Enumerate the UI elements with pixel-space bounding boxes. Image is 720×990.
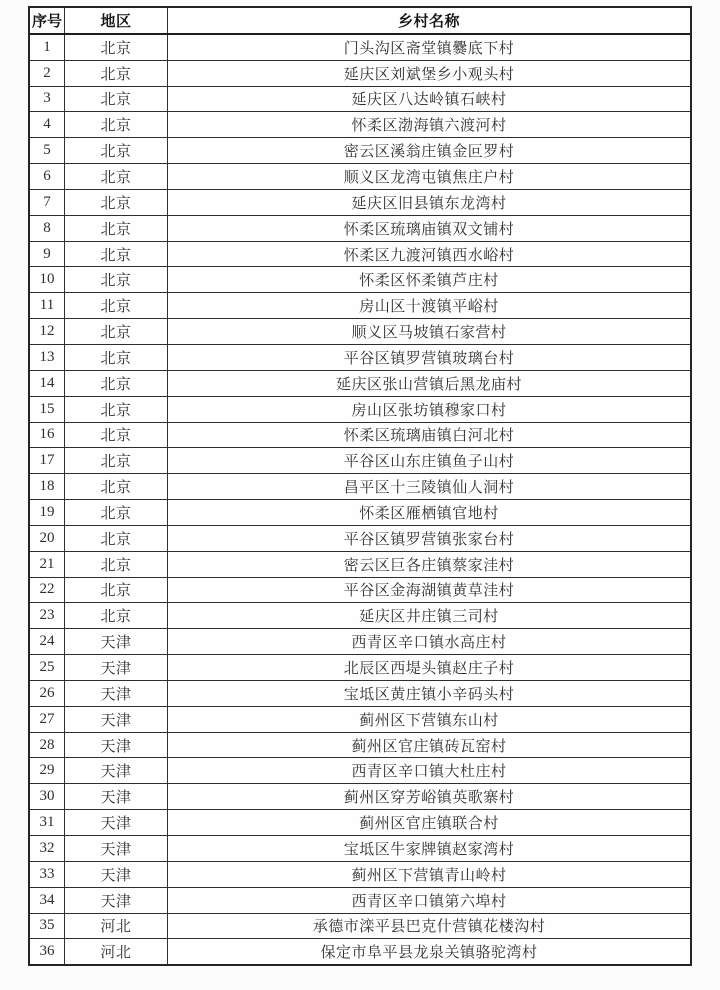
cell-no: 17 bbox=[30, 448, 65, 473]
table-row bbox=[30, 629, 690, 655]
cell-village: 西青区辛口镇第六埠村 bbox=[351, 893, 507, 910]
cell-village: 延庆区八达岭镇石峡村 bbox=[351, 92, 507, 109]
table-row bbox=[30, 862, 690, 888]
cell-region: 天津 bbox=[65, 888, 168, 913]
cell-village: 延庆区张山营镇后黑龙庙村 bbox=[335, 376, 522, 393]
cell-region: 北京 bbox=[65, 474, 168, 499]
cell-village: 蓟州区下营镇青山岭村 bbox=[351, 867, 507, 884]
table-row bbox=[30, 190, 690, 216]
cell-village: 蓟州区下营镇东山村 bbox=[359, 712, 499, 729]
table-row bbox=[30, 242, 690, 268]
cell-no: 5 bbox=[30, 138, 65, 163]
cell-no: 22 bbox=[30, 578, 65, 603]
cell-region: 天津 bbox=[65, 810, 168, 835]
cell-region: 北京 bbox=[65, 397, 168, 422]
table-row bbox=[30, 603, 690, 629]
table-row bbox=[30, 888, 690, 914]
header-village: 乡村名称 bbox=[397, 13, 460, 30]
cell-region: 北京 bbox=[65, 603, 168, 628]
cell-village: 延庆区井庄镇三司村 bbox=[359, 609, 499, 626]
cell-no: 9 bbox=[30, 242, 65, 267]
cell-no: 32 bbox=[30, 836, 65, 861]
cell-no: 36 bbox=[30, 939, 65, 964]
table-row bbox=[30, 500, 690, 526]
table-row bbox=[30, 784, 690, 810]
cell-no: 24 bbox=[30, 629, 65, 654]
cell-village: 西青区辛口镇水高庄村 bbox=[351, 635, 507, 652]
cell-no: 10 bbox=[30, 267, 65, 292]
table-row bbox=[30, 61, 690, 87]
cell-region: 北京 bbox=[65, 319, 168, 344]
cell-no: 3 bbox=[30, 87, 65, 112]
cell-region: 河北 bbox=[65, 914, 168, 939]
cell-village: 密云区溪翁庄镇金叵罗村 bbox=[343, 144, 515, 161]
table-row bbox=[30, 526, 690, 552]
cell-village: 平谷区金海湖镇黄草洼村 bbox=[343, 583, 515, 600]
cell-region: 北京 bbox=[65, 35, 168, 60]
cell-village: 门头沟区斋堂镇爨底下村 bbox=[343, 40, 515, 57]
cell-region: 北京 bbox=[65, 242, 168, 267]
table-row bbox=[30, 112, 690, 138]
cell-no: 12 bbox=[30, 319, 65, 344]
table-row bbox=[30, 267, 690, 293]
cell-region: 天津 bbox=[65, 733, 168, 758]
cell-region: 北京 bbox=[65, 500, 168, 525]
cell-region: 北京 bbox=[65, 371, 168, 396]
cell-no: 21 bbox=[30, 552, 65, 577]
cell-region: 天津 bbox=[65, 707, 168, 732]
cell-village: 延庆区刘斌堡乡小观头村 bbox=[343, 66, 515, 83]
cell-village: 平谷区山东庄镇鱼子山村 bbox=[343, 454, 515, 471]
table-row bbox=[30, 914, 690, 940]
cell-no: 20 bbox=[30, 526, 65, 551]
cell-village: 怀柔区琉璃庙镇双文铺村 bbox=[343, 221, 515, 238]
cell-region: 北京 bbox=[65, 526, 168, 551]
cell-no: 11 bbox=[30, 293, 65, 318]
table-row bbox=[30, 448, 690, 474]
cell-village: 怀柔区雁栖镇官地村 bbox=[359, 505, 499, 522]
cell-no: 15 bbox=[30, 397, 65, 422]
table-row bbox=[30, 397, 690, 423]
cell-village: 宝坻区牛家牌镇赵家湾村 bbox=[343, 841, 515, 858]
cell-village: 蓟州区官庄镇砖瓦窑村 bbox=[351, 738, 507, 755]
cell-region: 天津 bbox=[65, 784, 168, 809]
cell-region: 北京 bbox=[65, 293, 168, 318]
cell-village: 房山区十渡镇平峪村 bbox=[359, 299, 499, 316]
cell-village: 怀柔区琉璃庙镇白河北村 bbox=[343, 428, 515, 445]
cell-village: 平谷区镇罗营镇张家台村 bbox=[343, 531, 515, 548]
table-row bbox=[30, 939, 690, 964]
table-row bbox=[30, 733, 690, 759]
cell-no: 26 bbox=[30, 681, 65, 706]
cell-village: 蓟州区穿芳峪镇英歌寨村 bbox=[343, 790, 515, 807]
cell-village: 怀柔区九渡河镇西水峪村 bbox=[343, 247, 515, 264]
table-row bbox=[30, 138, 690, 164]
table-row bbox=[30, 164, 690, 190]
cell-region: 北京 bbox=[65, 87, 168, 112]
cell-region: 天津 bbox=[65, 758, 168, 783]
cell-no: 7 bbox=[30, 190, 65, 215]
cell-no: 18 bbox=[30, 474, 65, 499]
table-row bbox=[30, 474, 690, 500]
table-row bbox=[30, 758, 690, 784]
table-row bbox=[30, 655, 690, 681]
cell-village: 房山区张坊镇穆家口村 bbox=[351, 402, 507, 419]
cell-village: 宝坻区黄庄镇小辛码头村 bbox=[343, 686, 515, 703]
cell-region: 北京 bbox=[65, 423, 168, 448]
table-row bbox=[30, 810, 690, 836]
cell-no: 14 bbox=[30, 371, 65, 396]
table-row bbox=[30, 371, 690, 397]
cell-village: 平谷区镇罗营镇玻璃台村 bbox=[343, 350, 515, 367]
village-table bbox=[28, 6, 692, 966]
cell-region: 北京 bbox=[65, 448, 168, 473]
cell-region: 北京 bbox=[65, 138, 168, 163]
cell-region: 河北 bbox=[65, 939, 168, 964]
cell-region: 北京 bbox=[65, 578, 168, 603]
cell-region: 天津 bbox=[65, 862, 168, 887]
cell-region: 天津 bbox=[65, 655, 168, 680]
cell-no: 28 bbox=[30, 733, 65, 758]
cell-village: 顺义区马坡镇石家营村 bbox=[351, 325, 507, 342]
cell-village: 密云区巨各庄镇蔡家洼村 bbox=[343, 557, 515, 574]
table-row bbox=[30, 216, 690, 242]
cell-no: 2 bbox=[30, 61, 65, 86]
cell-village: 保定市阜平县龙泉关镇骆驼湾村 bbox=[320, 945, 538, 962]
cell-region: 北京 bbox=[65, 112, 168, 137]
cell-village: 延庆区旧县镇东龙湾村 bbox=[351, 195, 507, 212]
cell-village: 承德市滦平县巴克什营镇花楼沟村 bbox=[312, 919, 546, 936]
cell-region: 天津 bbox=[65, 836, 168, 861]
cell-no: 8 bbox=[30, 216, 65, 241]
table-row bbox=[30, 423, 690, 449]
cell-region: 天津 bbox=[65, 681, 168, 706]
table-row bbox=[30, 293, 690, 319]
table-row bbox=[30, 319, 690, 345]
header-region: 地区 bbox=[65, 8, 168, 33]
cell-village: 怀柔区怀柔镇芦庄村 bbox=[359, 273, 499, 290]
cell-region: 北京 bbox=[65, 345, 168, 370]
cell-village: 昌平区十三陵镇仙人洞村 bbox=[343, 480, 515, 497]
cell-village: 怀柔区渤海镇六渡河村 bbox=[351, 118, 507, 135]
cell-region: 天津 bbox=[65, 629, 168, 654]
cell-no: 19 bbox=[30, 500, 65, 525]
header-no: 序号 bbox=[30, 8, 65, 33]
table-row bbox=[30, 552, 690, 578]
cell-village: 北辰区西堤头镇赵庄子村 bbox=[343, 661, 515, 678]
table-row bbox=[30, 578, 690, 604]
table-row bbox=[30, 35, 690, 61]
cell-no: 27 bbox=[30, 707, 65, 732]
table-header-row bbox=[30, 8, 690, 35]
cell-no: 16 bbox=[30, 423, 65, 448]
cell-village: 顺义区龙湾屯镇焦庄户村 bbox=[343, 169, 515, 186]
cell-no: 6 bbox=[30, 164, 65, 189]
cell-no: 29 bbox=[30, 758, 65, 783]
cell-region: 北京 bbox=[65, 61, 168, 86]
table-row bbox=[30, 345, 690, 371]
cell-no: 23 bbox=[30, 603, 65, 628]
cell-no: 13 bbox=[30, 345, 65, 370]
table-row bbox=[30, 836, 690, 862]
cell-no: 30 bbox=[30, 784, 65, 809]
cell-no: 35 bbox=[30, 914, 65, 939]
cell-no: 31 bbox=[30, 810, 65, 835]
table-row bbox=[30, 87, 690, 113]
cell-region: 北京 bbox=[65, 267, 168, 292]
cell-region: 北京 bbox=[65, 552, 168, 577]
cell-no: 33 bbox=[30, 862, 65, 887]
cell-region: 北京 bbox=[65, 190, 168, 215]
table-row bbox=[30, 707, 690, 733]
cell-village: 蓟州区官庄镇联合村 bbox=[359, 816, 499, 833]
cell-village: 西青区辛口镇大杜庄村 bbox=[351, 764, 507, 781]
cell-no: 1 bbox=[30, 35, 65, 60]
cell-no: 34 bbox=[30, 888, 65, 913]
cell-region: 北京 bbox=[65, 164, 168, 189]
cell-no: 4 bbox=[30, 112, 65, 137]
cell-region: 北京 bbox=[65, 216, 168, 241]
cell-no: 25 bbox=[30, 655, 65, 680]
table-row bbox=[30, 681, 690, 707]
